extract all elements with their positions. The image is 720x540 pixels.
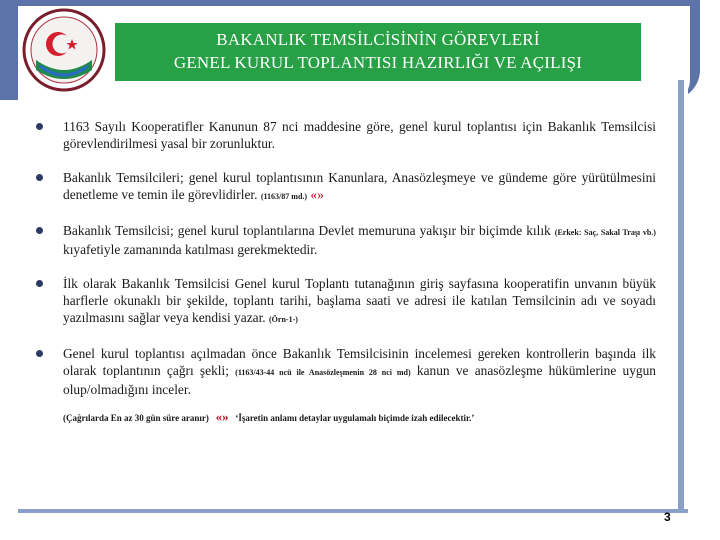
item-text: İlk olarak Bakanlık Temsilcisi Genel kurul Toplantı tutanağının giriş sayfasına kooperatifin unvanın büyük harflerle okunaklı bir şekilde, toplantı tarihi, başlama saati ve adresi ile katılan Temsilcinin adı ve soyadı yazılmasını sağlar veya kendisi yazar. <box>63 276 656 325</box>
bullet-icon <box>36 123 43 130</box>
ministry-emblem-icon <box>22 8 106 92</box>
item-text-cont: kanun ve anasözleşme hükümlerine uygun olup/olmadığını inceler. <box>63 363 656 397</box>
item-note: (1163/43-44 ncü ile Anasözleşmenin 28 nci md) <box>235 368 411 377</box>
list-item <box>36 345 656 427</box>
item-text: Genel kurul toplantısı açılmadan önce Bakanlık Temsilcisinin incelemesi gereken kontrollerin başında ilk olarak toplantının çağrı şekli; <box>63 346 656 378</box>
item-text: Bakanlık Temsilcileri; genel kurul toplantısının Kanunlara, Anasözleşmeye ve gündeme göre yürütülmesini denetleme ve temin ile görevlidirler. <box>63 170 656 202</box>
list-item <box>36 118 656 152</box>
item-text: Bakanlık Temsilcisi; genel kurul toplantılarına Devlet memuruna yakışır bir biçimde kılık <box>63 223 551 238</box>
title-line-1: BAKANLIK TEMSİLCİSİNİN GÖREVLERİ <box>216 30 540 49</box>
frame-right-inner <box>684 80 688 512</box>
footnote <box>63 408 656 427</box>
title-line-2: GENEL KURUL TOPLANTISI HAZIRLIĞI VE AÇILIŞI <box>173 53 583 72</box>
bullet-icon <box>36 280 43 287</box>
page-number: 3 <box>664 510 671 524</box>
item-note: (1163/87 md.) <box>260 192 308 201</box>
bullet-list <box>36 118 656 444</box>
item-text: 1163 Sayılı Kooperatifler Kanunun 87 nci maddesine göre, genel kurul toplantısı için Bakanlık Temsilcisi görevlendirilmesi yasal bir zorunluktur. <box>63 119 656 151</box>
frame-bottom-border <box>18 509 688 513</box>
list-item <box>36 222 656 258</box>
slide-title <box>115 23 641 81</box>
bullet-icon <box>36 350 43 357</box>
footnote-left: (Çağrılarda En az 30 gün süre aranır) <box>63 413 209 423</box>
item-note: (Örn-1-) <box>269 315 298 324</box>
bullet-icon <box>36 174 43 181</box>
item-note: (Erkek: Saç, Sakal Traşı vb.) <box>554 228 656 237</box>
list-item <box>36 169 656 205</box>
guillemet-mark: «» <box>310 187 324 202</box>
guillemet-mark: «» <box>215 409 229 424</box>
list-item <box>36 275 656 328</box>
footnote-right: ‘İşaretin anlamı detaylar uygulamalı biçimde izah edilecektir.’ <box>235 413 475 423</box>
item-text-cont: kıyafetiyle zamanında katılması gerekmektedir. <box>63 242 318 257</box>
bullet-icon <box>36 227 43 234</box>
